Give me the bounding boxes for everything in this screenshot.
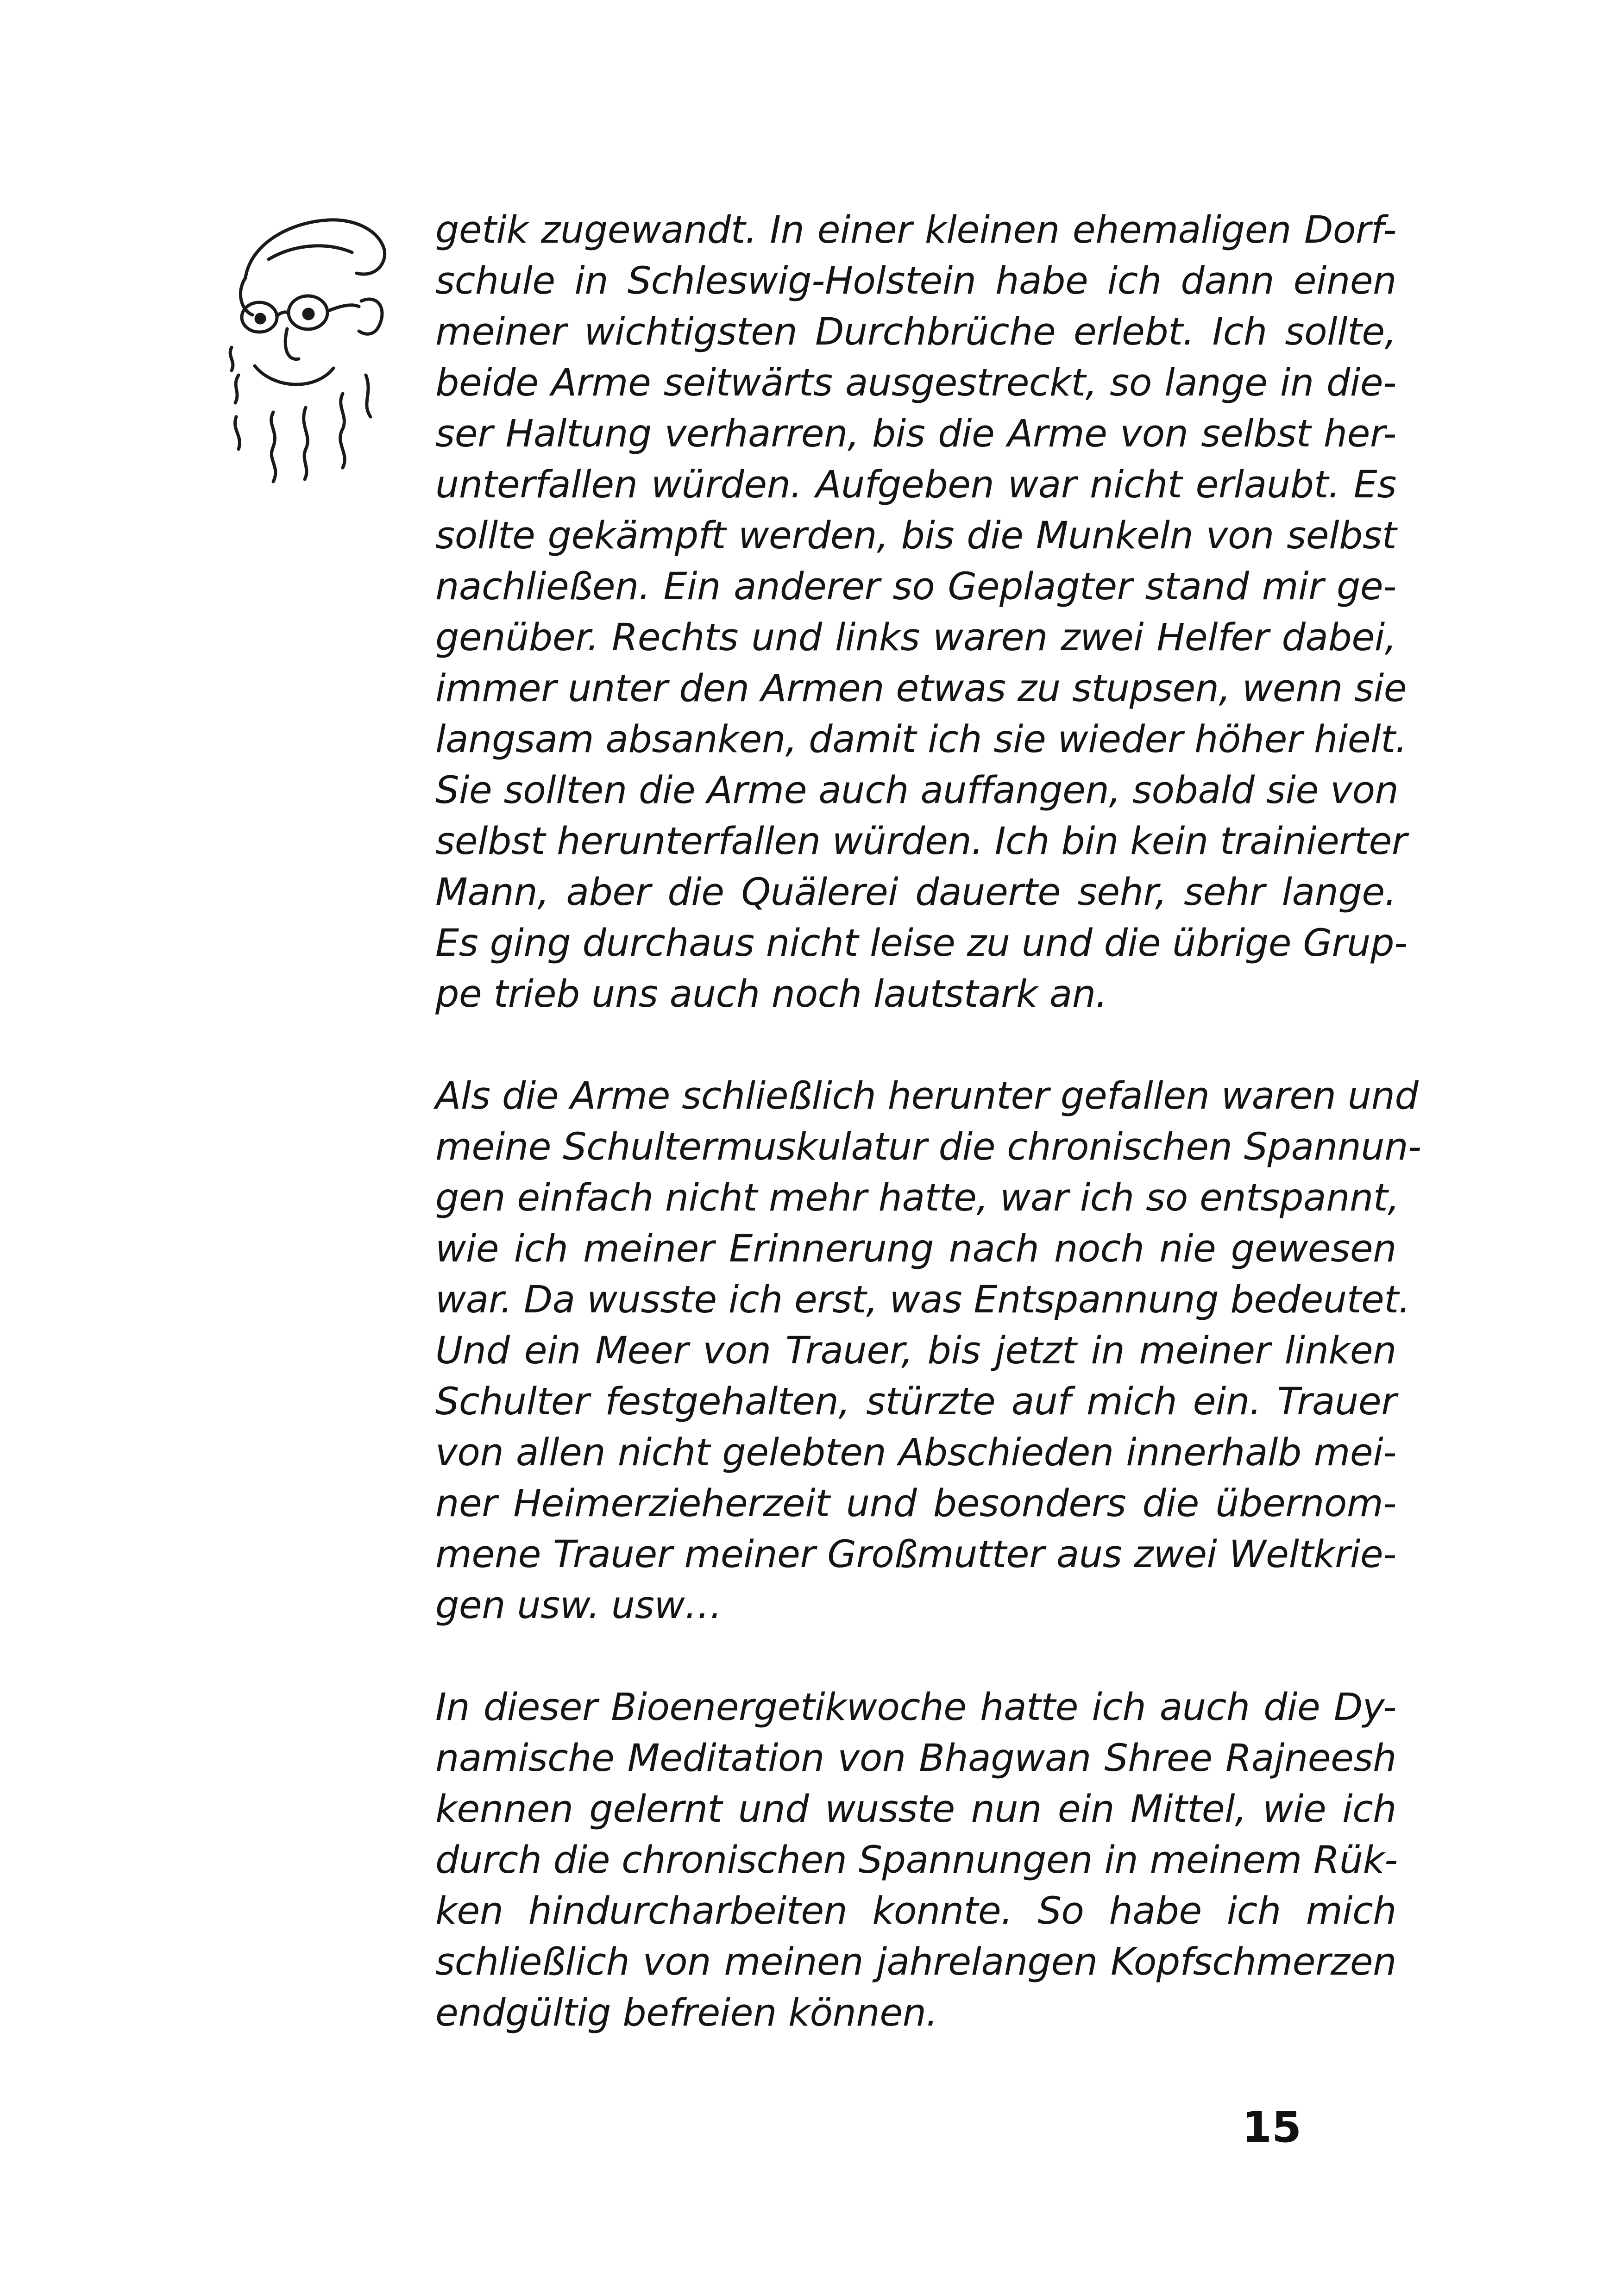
- text-line: Sie sollten die Arme auch auffangen, sobald sie von: [435, 769, 1399, 812]
- text-line: langsam absanken, damit ich sie wieder höher hielt.: [435, 718, 1407, 761]
- text-line: namische Meditation von Bhagwan Shree Rajneesh: [435, 1737, 1396, 1780]
- paragraph: [435, 1682, 1396, 2039]
- text-line: nachließen. Ein anderer so Geplagter stand mir ge-: [435, 565, 1396, 609]
- text-line: gen usw. usw…: [435, 1584, 722, 1627]
- page-number: 15: [1242, 2102, 1301, 2152]
- text-line: genüber. Rechts und links waren zwei Helfer dabei,: [435, 616, 1396, 659]
- text-line: ner Heimerzieherzeit und besonders die übernom-: [435, 1482, 1396, 1525]
- text-line: beide Arme seitwärts ausgestreckt, so lange in die-: [435, 361, 1396, 405]
- text-line: meine Schultermuskulatur die chronischen Spannun-: [435, 1125, 1421, 1169]
- text-line: selbst herunterfallen würden. Ich bin kein trainierter: [435, 820, 1407, 863]
- text-line: war. Da wusste ich erst, was Entspannung bedeutet.: [435, 1278, 1410, 1322]
- paragraph: [435, 1071, 1421, 1631]
- text-line: von allen nicht gelebten Abschieden innerhalb mei-: [435, 1431, 1396, 1474]
- text-line: schule in Schleswig-Holstein habe ich dann einen: [435, 259, 1396, 303]
- text-line: getik zugewandt. In einer kleinen ehemaligen Dorf-: [435, 208, 1396, 252]
- text-line: wie ich meiner Erinnerung nach noch nie gewesen: [435, 1227, 1396, 1271]
- text-line: Als die Arme schließlich herunter gefallen waren und: [435, 1074, 1419, 1118]
- text-line: durch die chronischen Spannungen in meinem Rük-: [435, 1838, 1398, 1882]
- face-sketch-icon: [218, 208, 412, 496]
- text-line: gen einfach nicht mehr hatte, war ich so entspannt,: [435, 1176, 1400, 1220]
- text-line: mene Trauer meiner Großmutter aus zwei Weltkrie-: [435, 1533, 1396, 1576]
- text-line: kennen gelernt und wusste nun ein Mittel, wie ich: [435, 1788, 1396, 1831]
- text-line: ser Haltung verharren, bis die Arme von selbst her-: [435, 412, 1396, 456]
- text-line: ken hindurcharbeiten konnte. So habe ich mich: [435, 1889, 1396, 1933]
- text-line: Mann, aber die Quälerei dauerte sehr, sehr lange.: [435, 871, 1396, 914]
- text-line: schließlich von meinen jahrelangen Kopfschmerzen: [435, 1940, 1396, 1984]
- text-line: Schulter festgehalten, stürzte auf mich ein. Trauer: [435, 1380, 1396, 1424]
- text-line: Es ging durchaus nicht leise zu und die übrige Grup-: [435, 922, 1407, 965]
- paragraph: [435, 205, 1407, 1020]
- text-line: endgültig befreien können.: [435, 1991, 938, 2035]
- text-line: meiner wichtigsten Durchbrüche erlebt. Ich sollte,: [435, 310, 1396, 354]
- text-line: pe trieb uns auch noch lautstark an.: [435, 972, 1107, 1016]
- text-line: immer unter den Armen etwas zu stupsen, wenn sie: [435, 667, 1407, 710]
- text-line: sollte gekämpft werden, bis die Munkeln von selbst: [435, 514, 1396, 558]
- text-line: In dieser Bioenergetikwoche hatte ich auch die Dy-: [435, 1686, 1396, 1729]
- text-line: Und ein Meer von Trauer, bis jetzt in meiner linken: [435, 1329, 1396, 1373]
- body-text: [435, 205, 1421, 2039]
- text-line: unterfallen würden. Aufgeben war nicht erlaubt. Es: [435, 463, 1396, 507]
